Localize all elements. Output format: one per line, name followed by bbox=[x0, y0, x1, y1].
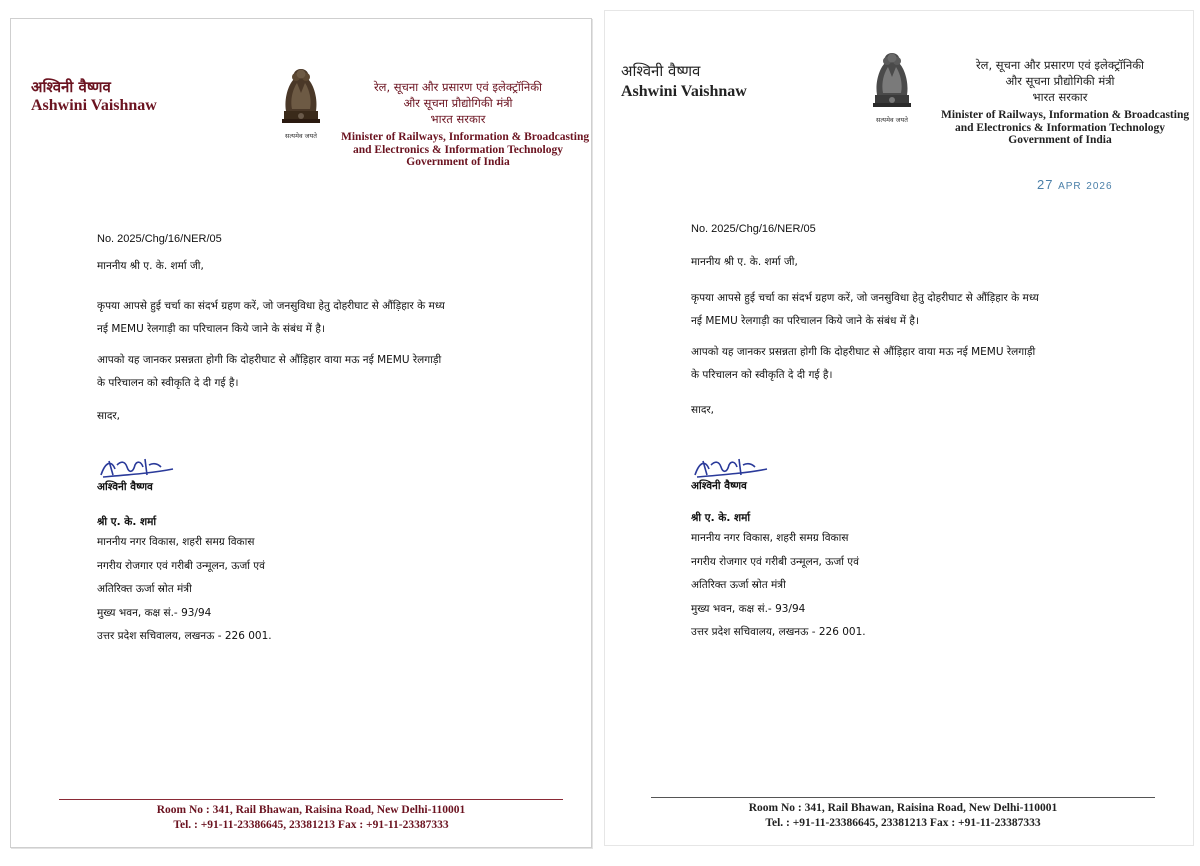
letter-page-right bbox=[604, 10, 1194, 846]
date-stamp-month: APR bbox=[1058, 181, 1082, 192]
signatory-name: अश्विनी वैष्णव bbox=[97, 481, 153, 493]
date-stamp bbox=[1037, 177, 1113, 192]
title-hindi-line-1: रेल, सूचना और प्रसारण एवं इलेक्ट्रॉनिकी bbox=[373, 80, 543, 94]
emblem-motto: सत्यमेव जयते bbox=[285, 132, 317, 140]
addressee-line: नगरीय रोजगार एवं गरीबी उन्मूलन, ऊर्जा एवं bbox=[691, 555, 859, 568]
paragraph-2 bbox=[691, 341, 1035, 387]
minister-name-english: Ashwini Vaishnaw bbox=[31, 97, 157, 114]
paragraph-2-line-2: के परिचालन को स्वीकृति दे दी गई है। bbox=[97, 377, 239, 389]
minister-name-hindi: अश्विनी वैष्णव bbox=[621, 62, 701, 80]
minister-title-block bbox=[341, 79, 590, 169]
salutation: माननीय श्री ए. के. शर्मा जी, bbox=[691, 256, 798, 268]
footer-address: Room No : 341, Rail Bhawan, Raisina Road, New Delhi-110001 bbox=[748, 802, 1058, 814]
date-stamp-day: 27 bbox=[1037, 177, 1054, 192]
addressee-line: मुख्य भवन, कक्ष सं.- 93/94 bbox=[691, 602, 806, 615]
state-emblem-icon bbox=[867, 47, 917, 124]
paragraph-2 bbox=[97, 349, 441, 395]
addressee-line: मुख्य भवन, कक्ष सं.- 93/94 bbox=[97, 606, 212, 619]
addressee-line: अतिरिक्त ऊर्जा स्रोत मंत्री bbox=[691, 579, 786, 591]
paragraph-1 bbox=[97, 295, 445, 341]
reference-number: No. 2025/Chg/16/NER/05 bbox=[691, 223, 816, 235]
title-english-line-3: Government of India bbox=[1008, 134, 1112, 146]
addressee-line: नगरीय रोजगार एवं गरीबी उन्मूलन, ऊर्जा एवं bbox=[97, 559, 265, 572]
addressee-line: अतिरिक्त ऊर्जा स्रोत मंत्री bbox=[97, 583, 192, 595]
footer-phone: Tel. : +91-11-23386645, 23381213 Fax : +91-11-23387333 bbox=[765, 817, 1041, 829]
paragraph-2-line-1: आपको यह जानकर प्रसन्नता होगी कि दोहरीघाट से औंड़िहार वाया मऊ नई MEMU रेलगाड़ी bbox=[97, 354, 442, 366]
minister-name-english: Ashwini Vaishnaw bbox=[621, 83, 747, 100]
title-hindi-line-2: और सूचना प्रौद्योगिकी मंत्री bbox=[403, 96, 513, 110]
title-hindi-line-1: रेल, सूचना और प्रसारण एवं इलेक्ट्रॉनिकी bbox=[975, 58, 1145, 72]
title-english-line-2: and Electronics & Information Technology bbox=[353, 143, 563, 156]
footer bbox=[651, 801, 1155, 831]
paragraph-1 bbox=[691, 287, 1039, 333]
emblem-motto: सत्यमेव जयते bbox=[876, 116, 908, 124]
state-emblem-icon bbox=[276, 63, 326, 140]
addressee-block bbox=[97, 531, 272, 649]
title-english-line-3: Government of India bbox=[406, 156, 510, 168]
paragraph-2-line-2: के परिचालन को स्वीकृति दे दी गई है। bbox=[691, 369, 833, 381]
title-hindi-line-3: भारत सरकार bbox=[1032, 90, 1088, 104]
paragraph-1-line-2: नई MEMU रेलगाड़ी का परिचालन किये जाने के संबंध में है। bbox=[691, 315, 919, 327]
paragraph-1-line-1: कृपया आपसे हुई चर्चा का संदर्भ ग्रहण करें, जो जनसुविधा हेतु दोहरीघाट से औंड़िहार के मध्य bbox=[691, 292, 1039, 304]
footer-phone: Tel. : +91-11-23386645, 23381213 Fax : +91-11-23387333 bbox=[173, 819, 449, 831]
title-english-line-1: Minister of Railways, Information & Broadcasting bbox=[941, 109, 1190, 121]
signatory-name: अश्विनी वैष्णव bbox=[691, 480, 747, 492]
minister-title-block bbox=[941, 57, 1190, 147]
paragraph-2-line-1: आपको यह जानकर प्रसन्नता होगी कि दोहरीघाट से औंड़िहार वाया मऊ नई MEMU रेलगाड़ी bbox=[691, 346, 1036, 358]
addressee-line: उत्तर प्रदेश सचिवालय, लखनऊ - 226 001. bbox=[97, 630, 272, 642]
addressee-name: श्री ए. के. शर्मा bbox=[97, 516, 157, 528]
paragraph-1-line-1: कृपया आपसे हुई चर्चा का संदर्भ ग्रहण करें, जो जनसुविधा हेतु दोहरीघाट से औंड़िहार के मध्य bbox=[97, 300, 445, 312]
reference-number: No. 2025/Chg/16/NER/05 bbox=[97, 233, 222, 245]
letter-page-left bbox=[10, 18, 592, 848]
footer bbox=[59, 803, 563, 833]
footer-divider bbox=[651, 797, 1155, 798]
title-hindi-line-2: और सूचना प्रौद्योगिकी मंत्री bbox=[1005, 74, 1115, 88]
addressee-name: श्री ए. के. शर्मा bbox=[691, 512, 751, 524]
footer-address: Room No : 341, Rail Bhawan, Raisina Road, New Delhi-110001 bbox=[156, 804, 466, 816]
addressee-line: माननीय नगर विकास, शहरी समग्र विकास bbox=[97, 536, 255, 548]
title-english-line-2: and Electronics & Information Technology bbox=[955, 121, 1165, 134]
title-hindi-line-3: भारत सरकार bbox=[430, 112, 486, 126]
paragraph-1-line-2: नई MEMU रेलगाड़ी का परिचालन किये जाने के संबंध में है। bbox=[97, 323, 325, 335]
footer-divider bbox=[59, 799, 563, 800]
addressee-block bbox=[691, 527, 866, 645]
minister-name-hindi: अश्विनी वैष्णव bbox=[31, 78, 111, 96]
closing: सादर, bbox=[691, 404, 715, 416]
closing: सादर, bbox=[97, 410, 121, 422]
date-stamp-year: 2026 bbox=[1086, 181, 1113, 192]
salutation: माननीय श्री ए. के. शर्मा जी, bbox=[97, 260, 204, 272]
title-english-line-1: Minister of Railways, Information & Broadcasting bbox=[341, 131, 590, 143]
addressee-line: उत्तर प्रदेश सचिवालय, लखनऊ - 226 001. bbox=[691, 626, 866, 638]
addressee-line: माननीय नगर विकास, शहरी समग्र विकास bbox=[691, 532, 849, 544]
